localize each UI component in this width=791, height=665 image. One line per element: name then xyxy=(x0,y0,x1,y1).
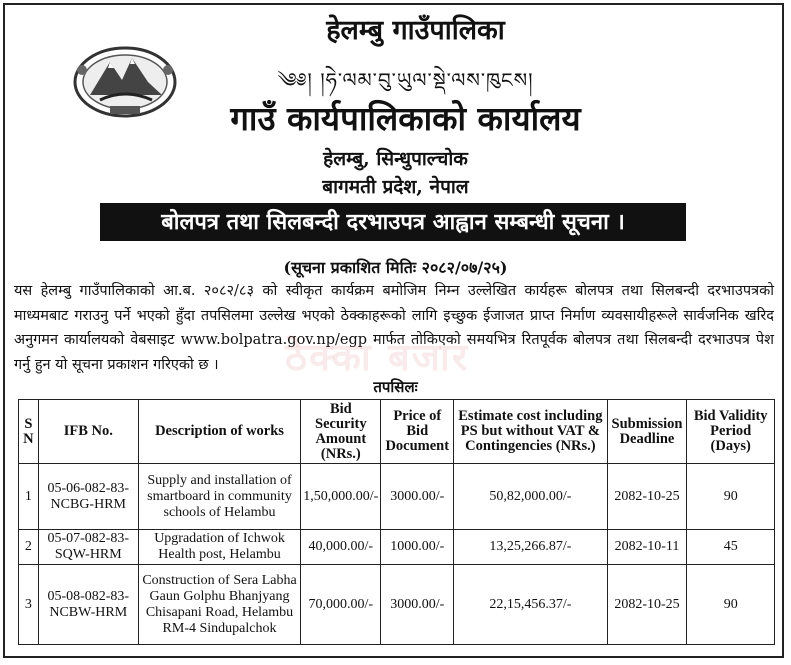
tibetan-script-line: ༄༅། །ཧེ་ལམ་བུ་ཡུལ་སྡེ་ལས་ཁུངས། xyxy=(277,68,534,92)
watermark: ठेक्का बजार xyxy=(285,335,470,379)
header-estimate-cost: Estimate cost including PS but without VAT & Contingencies (NRs.) xyxy=(454,400,607,464)
cell-description: Upgradation of Ichwok Health post, Helambu xyxy=(138,530,301,565)
header-bid-security: Bid Security Amount (NRs.) xyxy=(301,400,381,464)
header-ifb-no: IFB No. xyxy=(38,400,138,464)
cell-estimate-cost: 50,82,000.00/- xyxy=(454,464,607,530)
bid-schedule-table xyxy=(18,399,775,645)
address-line-1: हेलम्बु, सिन्धुपाल्चोक xyxy=(323,148,468,170)
schedule-label: तपसिलः xyxy=(373,378,418,396)
cell-estimate-cost: 13,25,266.87/- xyxy=(454,530,607,565)
cell-sn: 3 xyxy=(19,565,39,645)
cell-description: Construction of Sera Labha Gaun Golphu Bhanjyang Chisapani Road, Helambu RM-4 Sindupalchok xyxy=(138,565,301,645)
cell-sn: 2 xyxy=(19,530,39,565)
cell-sn: 1 xyxy=(19,464,39,530)
cell-deadline: 2082-10-25 xyxy=(607,565,687,645)
cell-validity: 45 xyxy=(687,530,775,565)
notice-title-banner: बोलपत्र तथा सिलबन्दी दरभाउपत्र आह्वान सम्बन्धी सूचना । xyxy=(100,203,686,241)
header-deadline: Submission Deadline xyxy=(607,400,687,464)
table-row xyxy=(19,464,775,530)
cell-ifb-no: 05-06-082-83-NCBG-HRM xyxy=(38,464,138,530)
header-description: Description of works xyxy=(138,400,301,464)
cell-deadline: 2082-10-25 xyxy=(607,464,687,530)
cell-ifb-no: 05-07-082-83-SQW-HRM xyxy=(38,530,138,565)
address-line-2: बागमती प्रदेश, नेपाल xyxy=(322,176,469,198)
cell-bid-security: 40,000.00/- xyxy=(301,530,381,565)
cell-bid-price: 3000.00/- xyxy=(381,565,454,645)
cell-description: Supply and installation of smartboard in community schools of Helambu xyxy=(138,464,301,530)
cell-validity: 90 xyxy=(687,565,775,645)
cell-bid-price: 3000.00/- xyxy=(381,464,454,530)
header-sn: S N xyxy=(19,400,39,464)
header-validity: Bid Validity Period (Days) xyxy=(687,400,775,464)
office-name: गाउँ कार्यपालिकाको कार्यालय xyxy=(230,99,581,138)
municipality-name: हेलम्बु गाउँपालिका xyxy=(326,15,505,46)
cell-bid-price: 1000.00/- xyxy=(381,530,454,565)
cell-deadline: 2082-10-11 xyxy=(607,530,687,565)
table-row xyxy=(19,530,775,565)
cell-bid-security: 70,000.00/- xyxy=(301,565,381,645)
table-row xyxy=(19,565,775,645)
published-date: (सूचना प्रकाशित मितिः २०८२/०७/२५) xyxy=(283,258,508,277)
cell-bid-security: 1,50,000.00/- xyxy=(301,464,381,530)
notice-body-text: यस हेलम्बु गाउँपालिकाको आ.ब. २०८२/८३ को स्वीकृत कार्यक्रम बमोजिम निम्न उल्लेखित कार्यहरू बोलपत्र तथा सिलबन्दी दरभाउपत्रको माध्यमबाट गराउनु पर्ने भएको हुँदा तपसिलमा उल्लेख भएको ठेक्काहरूको लागि इच्छुक ईजाजत प्राप्त निर्माण व्यवसायीहरूले सार्वजनिक खरिद अनुगमन कार्यालयको वेबसाइट www.bolpatra.gov.np/egp मार्फत तोकिएको समयभित्र रितपूर्वक बोलपत्र तथा सिलबन्दी दरभाउपत्र पेश गर्नु हुन यो सूचना प्रकाशन गरिएको छ । xyxy=(14,283,774,373)
cell-validity: 90 xyxy=(687,464,775,530)
cell-estimate-cost: 22,15,456.37/- xyxy=(454,565,607,645)
table-header-row xyxy=(19,400,775,464)
header-bid-price: Price of Bid Document xyxy=(381,400,454,464)
cell-ifb-no: 05-08-082-83-NCBW-HRM xyxy=(38,565,138,645)
